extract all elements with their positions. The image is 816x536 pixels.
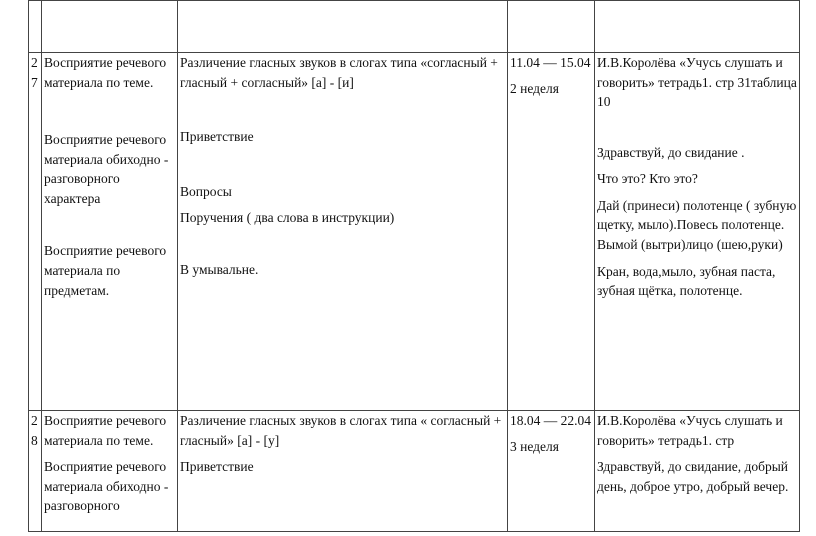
table-cell	[42, 1, 178, 53]
row-number-digit: 2	[31, 55, 38, 70]
date-range: 11.04 — 15.04	[510, 55, 591, 70]
date-range: 18.04 — 22.04	[510, 413, 591, 428]
content-text: Различение гласных звуков в слогах типа «согласный + гласный + согласный» [а] - [и]	[180, 55, 498, 90]
row-number-digit: 7	[31, 74, 38, 90]
table-row	[29, 53, 800, 411]
table-cell	[508, 1, 595, 53]
week-label: 3 неделя	[510, 438, 559, 454]
table-row	[29, 411, 800, 532]
topic-text: Восприятие речевого материала по теме.	[44, 55, 167, 90]
row-number-digit: 8	[31, 432, 38, 448]
content-text: Вопросы	[180, 183, 232, 199]
content-text: Приветствие	[180, 129, 254, 145]
source-text: И.В.Королёва «Учусь слушать и говорить» тетрадь1. стр 31таблица 10	[597, 55, 797, 110]
topic-cell	[42, 411, 178, 532]
content-text: В умывальне.	[180, 261, 259, 277]
table-cell	[178, 1, 508, 53]
content-cell	[178, 411, 508, 532]
source-cell	[595, 53, 800, 411]
content-text: Поручения ( два слова в инструкции)	[180, 210, 395, 226]
row-number-digit: 2	[31, 413, 38, 428]
row-number	[29, 53, 42, 411]
lesson-plan-table	[28, 0, 800, 532]
date-cell	[508, 53, 595, 411]
content-cell	[178, 53, 508, 411]
phrase-text: Кран, вода,мыло, зубная паста, зубная щётка, полотенце.	[597, 263, 776, 299]
week-label: 2 неделя	[510, 80, 559, 96]
date-cell	[508, 411, 595, 532]
table-cell	[29, 1, 42, 53]
table-row-previous	[29, 1, 800, 53]
topic-text: Восприятие речевого материала обиходно - разговорного характера	[44, 132, 169, 206]
topic-text: Восприятие речевого материала по теме.	[44, 413, 167, 448]
table-cell	[595, 1, 800, 53]
phrase-text: Здравствуй, до свидание, добрый день, доброе утро, добрый вечер.	[597, 459, 789, 494]
content-text: Приветствие	[180, 459, 254, 475]
topic-text: Восприятие речевого материала по предметам.	[44, 243, 167, 298]
source-cell	[595, 411, 800, 532]
source-text: И.В.Королёва «Учусь слушать и говорить» тетрадь1. стр	[597, 413, 783, 448]
topic-cell	[42, 53, 178, 411]
topic-text: Восприятие речевого материала обиходно - разговорного	[44, 459, 169, 514]
row-number	[29, 411, 42, 532]
phrase-text: Дай (принеси) полотенце ( зубную щетку, мыло).Повесь полотенце. Вымой (вытри)лицо (шею,руки)	[597, 197, 797, 252]
content-text: Различение гласных звуков в слогах типа « согласный + гласный» [а] - [у]	[180, 413, 502, 448]
phrase-text: Что это? Кто это?	[597, 171, 698, 187]
phrase-text: Здравствуй, до свидание .	[597, 144, 745, 160]
